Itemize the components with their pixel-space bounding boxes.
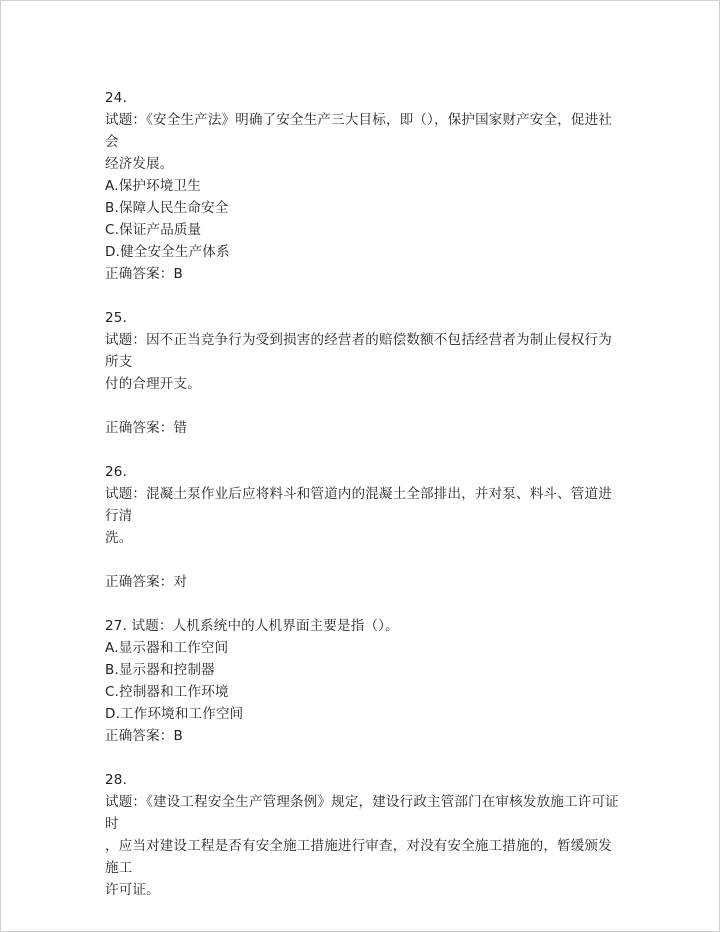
spacer [105, 549, 625, 571]
correct-answer: 正确答案：B [105, 728, 183, 744]
question-25 [105, 307, 625, 439]
option-d: D.工作环境和工作空间 [105, 706, 244, 722]
question-stem-line: 试题：《安全生产法》明确了安全生产三大目标，即（），保护国家财产安全，促进社会 [105, 112, 613, 150]
option-b: B.保障人民生命安全 [105, 200, 229, 216]
question-stem-line: 洗。 [105, 530, 133, 546]
question-stem-line: ，应当对建设工程是否有安全施工措施进行审查，对没有安全施工措施的，暂缓颁发施工 [105, 838, 612, 876]
correct-answer: 正确答案：B [105, 266, 183, 282]
correct-answer: 正确答案：错 [105, 420, 188, 436]
spacer [105, 395, 625, 417]
question-stem-line: 经济发展。 [105, 156, 174, 172]
question-26 [105, 461, 625, 593]
option-c: C.保证产品质量 [105, 222, 202, 238]
option-c: C.控制器和工作环境 [105, 684, 229, 700]
question-28 [105, 769, 625, 901]
option-a: A.保护环境卫生 [105, 178, 201, 194]
question-24 [105, 87, 625, 285]
question-stem-line: 许可证。 [105, 882, 160, 898]
question-stem-line: 试题：混凝土泵作业后应将料斗和管道内的混凝土全部排出，并对泵、料斗、管道进行清 [105, 486, 612, 524]
option-d: D.健全安全生产体系 [105, 244, 230, 260]
question-number: 28. [105, 772, 128, 788]
question-27 [105, 615, 625, 747]
question-stem-line: 试题：《建设工程安全生产管理条例》规定，建设行政主管部门在审核发放施工许可证时 [105, 794, 619, 832]
correct-answer: 正确答案：对 [105, 574, 188, 590]
question-number: 25. [105, 310, 128, 326]
option-b: B.显示器和控制器 [105, 662, 215, 678]
question-stem-line: 试题：因不正当竞争行为受到损害的经营者的赔偿数额不包括经营者为制止侵权行为所支 [105, 332, 612, 370]
question-stem-line: 付的合理开支。 [105, 376, 201, 392]
question-number: 24. [105, 90, 128, 106]
option-a: A.显示器和工作空间 [105, 640, 229, 656]
question-stem-line: 27. 试题：人机系统中的人机界面主要是指（）。 [105, 618, 399, 634]
question-list [105, 87, 625, 901]
question-number: 26. [105, 464, 128, 480]
